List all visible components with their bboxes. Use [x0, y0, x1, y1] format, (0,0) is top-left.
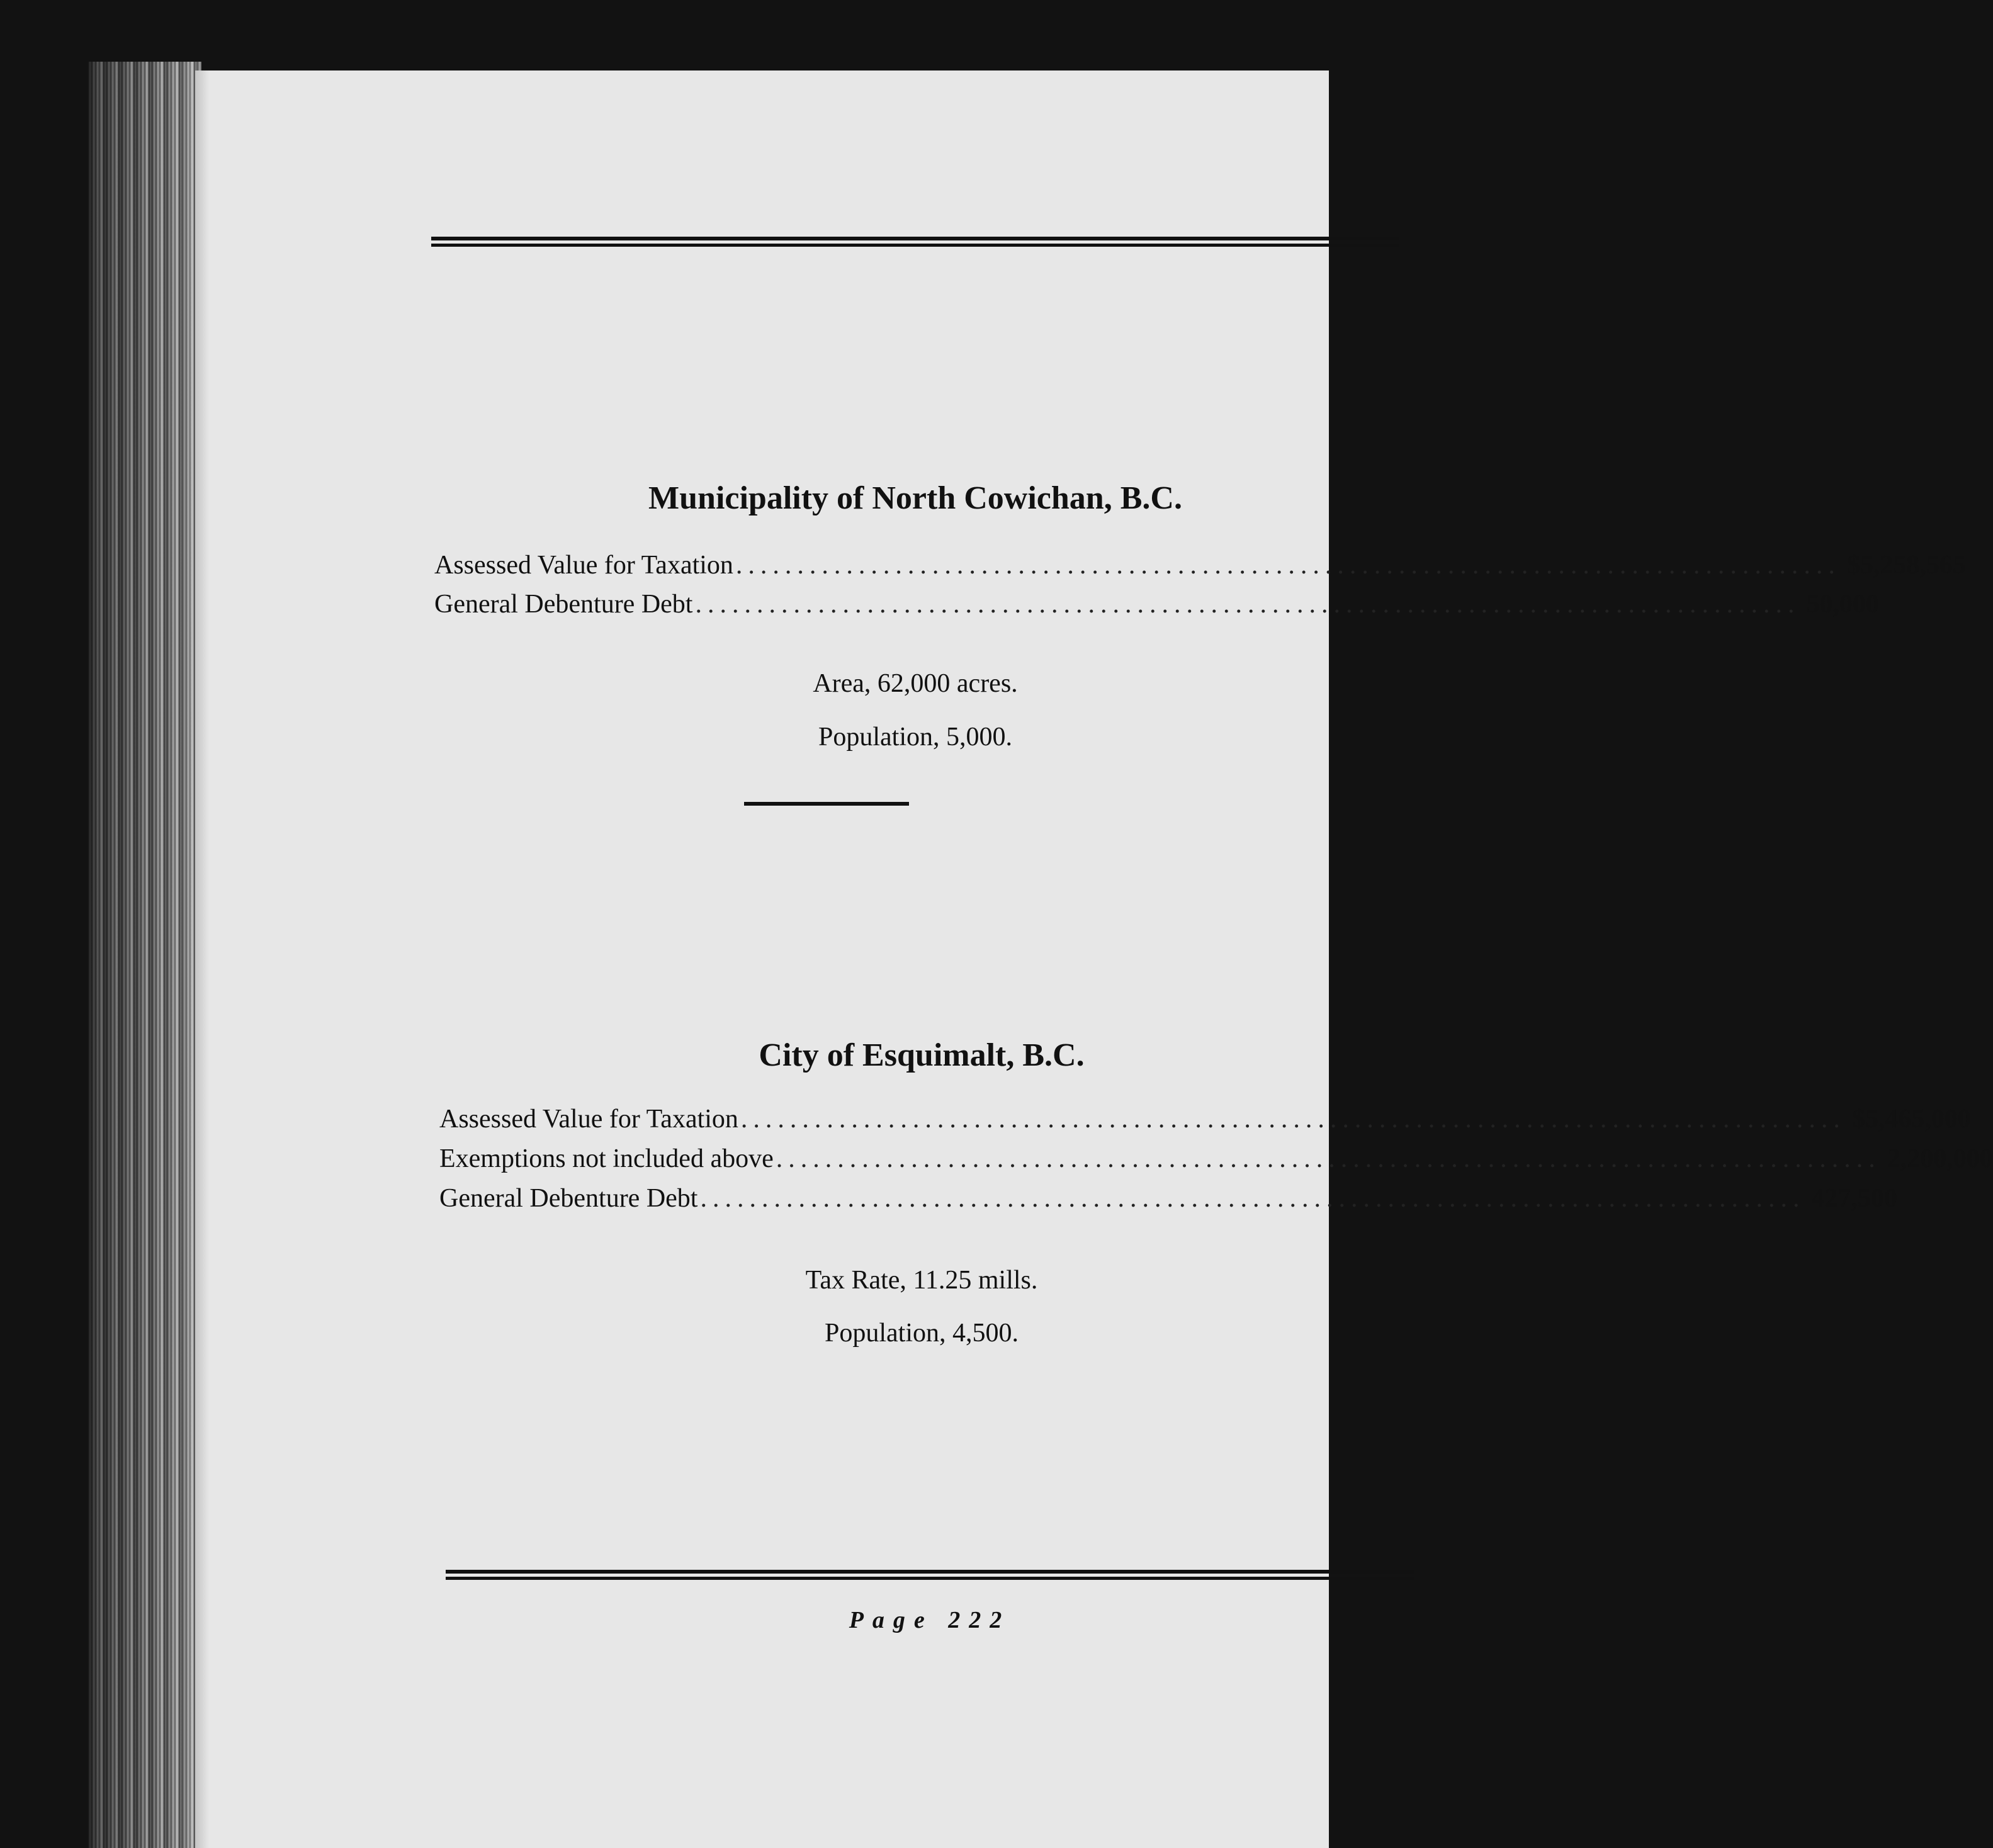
table-row	[439, 1144, 1993, 1174]
section-title-esquimalt: City of Esquimalt, B.C.	[759, 1037, 1085, 1073]
row-value: $5,258,565	[1846, 551, 1966, 580]
document-page	[195, 70, 1993, 1848]
leader-dots: ..........................................................................................	[700, 1184, 1805, 1213]
leader-dots: ..........................................................................................	[740, 1105, 1846, 1134]
row-label: General Debenture Debt	[439, 1184, 698, 1213]
row-label: Exemptions not included above	[439, 1144, 774, 1173]
section-note: Area, 62,000 acres.	[813, 669, 1018, 698]
section-title-north-cowichan: Municipality of North Cowichan, B.C.	[648, 480, 1182, 516]
row-label: General Debenture Debt	[434, 590, 693, 619]
leader-dots: ..........................................................................................	[776, 1144, 1881, 1173]
section-separator-rule	[744, 802, 909, 806]
section-note: Population, 4,500.	[824, 1319, 1019, 1348]
page-gutter-shadow	[195, 70, 209, 1848]
row-value: 50,000	[1806, 590, 1879, 619]
table-row	[439, 1183, 1897, 1214]
page-number: Page 222	[849, 1607, 1011, 1633]
top-double-rule	[431, 237, 1399, 247]
row-value: 2,200,000	[1887, 1144, 1993, 1173]
bottom-double-rule	[446, 1570, 1414, 1580]
section-note: Tax Rate, 11.25 mills.	[805, 1266, 1038, 1295]
book-page-edges	[88, 62, 201, 1848]
table-row	[434, 589, 1879, 619]
row-label: Assessed Value for Taxation	[434, 551, 733, 580]
row-label: Assessed Value for Taxation	[439, 1105, 738, 1134]
section-note: Population, 5,000.	[818, 723, 1012, 752]
table-row	[439, 1104, 1971, 1134]
row-value: 427,500	[1811, 1184, 1897, 1213]
leader-dots: ..........................................................................................	[695, 590, 1800, 619]
row-value: $5,465,000	[1851, 1105, 1971, 1134]
table-row	[434, 550, 1966, 580]
leader-dots: ..........................................................................................	[735, 551, 1841, 580]
